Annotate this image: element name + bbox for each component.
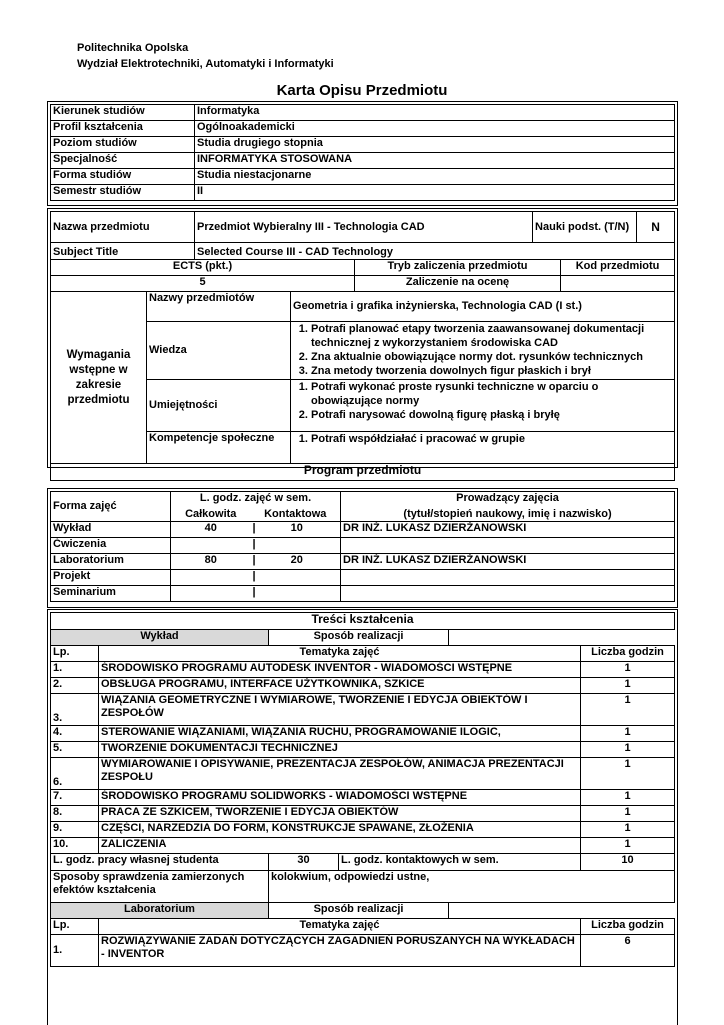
ects-label: ECTS (pkt.) xyxy=(51,260,355,276)
mode-value: Zaliczenie na ocenę xyxy=(355,276,561,292)
contact-hours-value: 10 xyxy=(581,854,675,871)
program-row xyxy=(51,570,675,586)
code-label: Kod przedmiotu xyxy=(561,260,675,276)
ects-value: 5 xyxy=(51,276,355,292)
topic-hours: 6 xyxy=(581,935,675,967)
program-teacher xyxy=(341,570,675,586)
topic-text: OBSŁUGA PROGRAMU, INTERFACE UŻYTKOWNIKA, SZKICE xyxy=(99,678,581,694)
program-total xyxy=(171,586,251,602)
program-contact-cell xyxy=(251,554,341,570)
lab-topic-label: Tematyka zajęć xyxy=(99,919,581,935)
content-table xyxy=(50,612,675,967)
divider: | xyxy=(252,522,256,534)
study-info-row xyxy=(51,153,675,169)
study-info-value: II xyxy=(195,185,675,201)
teacher-sub-label: (tytuł/stopień naukowy, imię i nazwisko) xyxy=(341,508,675,522)
program-contact: 10 xyxy=(290,522,303,534)
topic-text: CZĘŚCI, NARZEDZIA DO FORM, KONSTRUKCJE SPAWANE, ZŁOŻENIA xyxy=(99,822,581,838)
topic-hours: 1 xyxy=(581,694,675,726)
program-form: Projekt xyxy=(51,570,171,586)
topic-hours: 1 xyxy=(581,790,675,806)
topic-row xyxy=(51,822,675,838)
program-teacher: DR INŻ. LUKASZ DZIERŻANOWSKI xyxy=(341,554,675,570)
lab-hours-label: Liczba godzin xyxy=(581,919,675,935)
mode-label: Tryb zaliczenia przedmiotu xyxy=(355,260,561,276)
program-total xyxy=(171,538,251,554)
topic-lp: 1. xyxy=(51,662,99,678)
topic-lp: 7. xyxy=(51,790,99,806)
topic-row xyxy=(51,678,675,694)
study-info-label: Specjalność xyxy=(51,153,195,169)
requirement-item: 1. Potrafi współdziałać i pracować w grupie xyxy=(311,432,672,446)
form-label: Forma zajęć xyxy=(51,492,171,522)
study-info-row xyxy=(51,137,675,153)
verify-label: Sposoby sprawdzenia zamierzonych efektów kształcenia xyxy=(51,871,269,903)
topic-lp: 3. xyxy=(51,694,99,726)
study-info-row xyxy=(51,169,675,185)
topic-text: WYMIAROWANIE I OPISYWANIE, PREZENTACJA ZESPOŁÓW, ANIMACJA PREZENTACJI ZESPOŁU xyxy=(99,758,581,790)
course-name-value: Przedmiot Wybieralny III - Technologia CAD xyxy=(195,212,533,243)
subject-title-label: Subject Title xyxy=(51,243,195,260)
topic-row xyxy=(51,758,675,790)
contact-hours-label: L. godz. kontaktowych w sem. xyxy=(339,854,581,871)
topic-hours: 1 xyxy=(581,678,675,694)
program-total: 80 xyxy=(171,554,251,570)
lab-method-label: Sposób realizacji xyxy=(269,903,449,919)
topic-hours: 1 xyxy=(581,758,675,790)
topic-text: PRACA ZE SZKICEM, TWORZENIE I EDYCJA OBIEKTÓW xyxy=(99,806,581,822)
hours-label: L. godz. zajęć w sem. xyxy=(171,492,341,508)
study-info-label: Semestr studiów xyxy=(51,185,195,201)
topic-row xyxy=(51,838,675,854)
topic-row xyxy=(51,935,675,967)
requirements-label: Wymagania wstępne w zakresie przedmiotu xyxy=(51,292,147,464)
topic-text: ZALICZENIA xyxy=(99,838,581,854)
topic-hours: 1 xyxy=(581,662,675,678)
divider: | xyxy=(252,538,256,550)
program-teacher: DR INŻ. LUKASZ DZIERŻANOWSKI xyxy=(341,522,675,538)
basic-science-value: N xyxy=(637,212,675,243)
course-name-label: Nazwa przedmiotu xyxy=(51,212,195,243)
topic-hours: 1 xyxy=(581,806,675,822)
study-info-value: Ogólnoakademicki xyxy=(195,121,675,137)
program-contact-cell xyxy=(251,538,341,554)
topic-row xyxy=(51,694,675,726)
lecture-hours-label: Liczba godzin xyxy=(581,646,675,662)
program-title: Program przedmiotu xyxy=(51,464,675,481)
faculty-name: Wydział Elektrotechniki, Automatyki i Informatyki xyxy=(77,58,334,70)
study-info-label: Profil kształcenia xyxy=(51,121,195,137)
program-total xyxy=(171,570,251,586)
program-form: Seminarium xyxy=(51,586,171,602)
requirement-item: 3. Zna metody tworzenia dowolnych figur płaskich i brył xyxy=(311,364,672,378)
topic-lp: 6. xyxy=(51,758,99,790)
topic-lp: 10. xyxy=(51,838,99,854)
study-info-row xyxy=(51,185,675,201)
topic-text: ŚRODOWISKO PROGRAMU AUTODESK INVENTOR - WIADOMOŚCI WSTĘPNE xyxy=(99,662,581,678)
topic-row xyxy=(51,726,675,742)
study-info-value: Studia niestacjonarne xyxy=(195,169,675,185)
skills-list xyxy=(293,380,672,422)
topic-row xyxy=(51,662,675,678)
topic-hours: 1 xyxy=(581,838,675,854)
topic-row xyxy=(51,790,675,806)
program-contact: 20 xyxy=(290,554,303,566)
topic-lp: 9. xyxy=(51,822,99,838)
topic-hours: 1 xyxy=(581,726,675,742)
study-info-label: Poziom studiów xyxy=(51,137,195,153)
req-knowledge-label: Wiedza xyxy=(147,322,291,380)
page-title: Karta Opisu Przedmiotu xyxy=(276,82,448,99)
topic-hours: 1 xyxy=(581,822,675,838)
program-form: Wykład xyxy=(51,522,171,538)
teacher-label: Prowadzący zajęcia xyxy=(341,492,675,508)
topic-row xyxy=(51,742,675,758)
lecture-lp-label: Lp. xyxy=(51,646,99,662)
program-teacher xyxy=(341,586,675,602)
verify-value: kolokwium, odpowiedzi ustne, xyxy=(269,871,675,903)
study-info-label: Forma studiów xyxy=(51,169,195,185)
topic-text: ROZWIĄZYWANIE ZADAŃ DOTYCZĄCYCH ZAGADNIEŃ PORUSZANYCH NA WYKŁADACH - INVENTOR xyxy=(99,935,581,967)
study-info-value: Studia drugiego stopnia xyxy=(195,137,675,153)
contact-label: Kontaktowa xyxy=(251,508,341,522)
own-work-label: L. godz. pracy własnej studenta xyxy=(51,854,269,871)
topic-text: STEROWANIE WIĄZANIAMI, WIĄZANIA RUCHU, PROGRAMOWANIE ILOGIC, xyxy=(99,726,581,742)
social-list xyxy=(293,432,672,446)
program-row xyxy=(51,586,675,602)
program-form: Laboratorium xyxy=(51,554,171,570)
topic-lp: 8. xyxy=(51,806,99,822)
requirement-item: 2. Zna aktualnie obowiązujące normy dot. rysunków technicznych xyxy=(311,350,672,364)
study-info-value: Informatyka xyxy=(195,105,675,121)
topic-lp: 4. xyxy=(51,726,99,742)
req-names-value: Geometria i grafika inżynierska, Technologia CAD (I st.) xyxy=(291,292,675,322)
program-contact-cell xyxy=(251,570,341,586)
basic-science-label: Nauki podst. (T/N) xyxy=(533,212,637,243)
program-row xyxy=(51,554,675,570)
university-name: Politechnika Opolska xyxy=(77,42,189,54)
program-row xyxy=(51,538,675,554)
program-total: 40 xyxy=(171,522,251,538)
course-table xyxy=(50,211,675,481)
content-title: Treści kształcenia xyxy=(51,613,675,630)
lecture-label: Wykład xyxy=(51,630,269,646)
subject-title-value: Selected Course III - CAD Technology xyxy=(195,243,675,260)
study-info-value: INFORMATYKA STOSOWANA xyxy=(195,153,675,169)
program-contact-cell xyxy=(251,586,341,602)
knowledge-list xyxy=(293,322,672,378)
study-info-label: Kierunek studiów xyxy=(51,105,195,121)
req-names-label: Nazwy przedmiotów xyxy=(147,292,291,322)
program-table xyxy=(50,491,675,602)
topic-text: WIĄZANIA GEOMETRYCZNE I WYMIAROWE, TWORZENIE I EDYCJA OBIEKTÓW I ZESPOŁÓW xyxy=(99,694,581,726)
divider: | xyxy=(252,570,256,582)
program-teacher xyxy=(341,538,675,554)
topic-row xyxy=(51,806,675,822)
req-social-label: Kompetencje społeczne xyxy=(147,432,291,464)
lecture-method-label: Sposób realizacji xyxy=(269,630,449,646)
own-work-value: 30 xyxy=(269,854,339,871)
requirement-item: 2. Potrafi narysować dowolną figurę płaską i bryłę xyxy=(311,408,672,422)
topic-lp: 5. xyxy=(51,742,99,758)
requirement-item: 1. Potrafi planować etapy tworzenia zaawansowanej dokumentacji technicznej z wykorzystaniem środowiska CAD xyxy=(311,322,672,350)
code-value xyxy=(561,276,675,292)
program-row xyxy=(51,522,675,538)
study-info-row xyxy=(51,105,675,121)
requirement-item: 1. Potrafi wykonać proste rysunki techniczne w oparciu o obowiązujące normy xyxy=(311,380,672,408)
topic-text: ŚRODOWISKO PROGRAMU SOLIDWORKS - WIADOMOŚCI WSTĘPNE xyxy=(99,790,581,806)
study-info-row xyxy=(51,121,675,137)
lecture-topic-label: Tematyka zajęć xyxy=(99,646,581,662)
topic-lp: 1. xyxy=(51,935,99,967)
divider: | xyxy=(252,554,256,566)
total-label: Całkowita xyxy=(171,508,251,522)
study-info-table xyxy=(50,104,675,201)
divider: | xyxy=(252,586,256,598)
topic-text: TWORZENIE DOKUMENTACJI TECHNICZNEJ xyxy=(99,742,581,758)
topic-hours: 1 xyxy=(581,742,675,758)
program-contact-cell xyxy=(251,522,341,538)
lab-lp-label: Lp. xyxy=(51,919,99,935)
program-form: Ćwiczenia xyxy=(51,538,171,554)
req-skills-label: Umiejętności xyxy=(147,380,291,432)
lab-label: Laboratorium xyxy=(51,903,269,919)
topic-lp: 2. xyxy=(51,678,99,694)
